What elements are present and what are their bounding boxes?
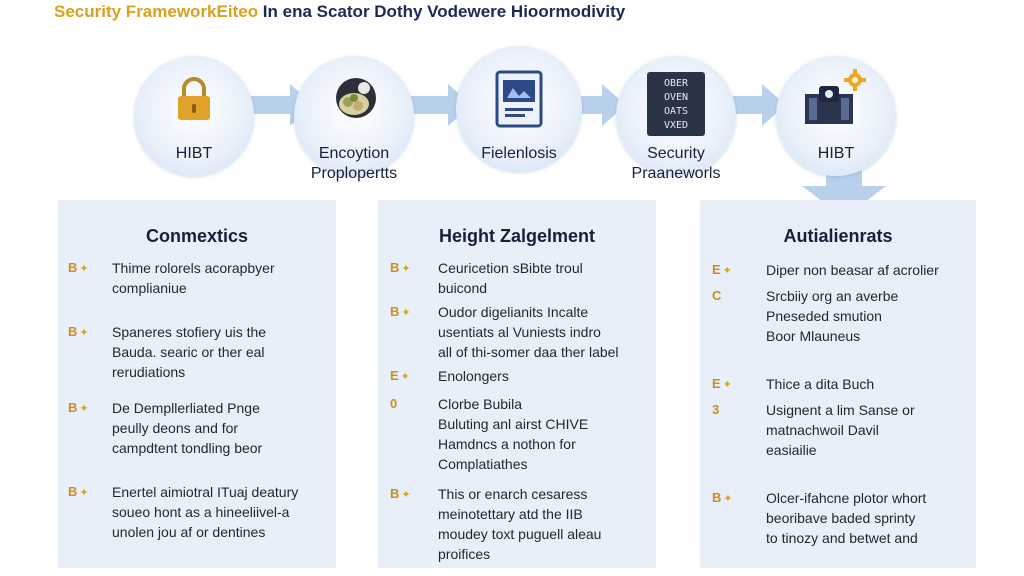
- node-label-5: HIBT: [817, 145, 855, 162]
- node-label-4: Security Praaneworls: [631, 145, 721, 182]
- bullet-icon: B ✦: [390, 304, 411, 319]
- machine-gear-icon: [799, 68, 873, 128]
- bullet-icon: E ✦: [712, 376, 732, 391]
- panel-autialienrats: Autialienrats E ✦ Diper non beasar af acrolier C Srcbiiy org an averbe Pneseded smution Boor Mlauneus E ✦ Thice a dita Buch 3 Usignent a lim Sanse or matnachwoil Davil easiailie B ✦ Olcer-ifahcne plotor whort beoribave baded sprinty to tinozy and betwet and: [700, 200, 976, 568]
- document-frame-icon: [493, 70, 545, 130]
- bullet-icon: B ✦: [712, 490, 733, 505]
- node-label-3: Fielenlosis: [481, 145, 557, 162]
- process-flow: [0, 0, 1024, 200]
- panel-title-3: Autialienrats: [783, 226, 893, 246]
- panel-title-1: Conmextics: [145, 226, 249, 246]
- ore-stones-icon: [328, 74, 380, 126]
- node-label-1: HIBT: [175, 145, 213, 162]
- node-label-2: Encoytion Proplopertts: [310, 145, 398, 182]
- bullet-icon: B ✦: [68, 400, 89, 415]
- bullet-icon: B ✦: [68, 324, 89, 339]
- bullet-icon: C: [712, 288, 722, 303]
- code-text-block-icon: OBER OVEN OATS VXED: [647, 72, 705, 136]
- bullet-icon: B ✦: [390, 486, 411, 501]
- title-part-b: In ena Scator Dothy Vodewere Hioormodivity: [258, 2, 626, 21]
- panel-height-zalgelment: Height Zalgelment B ✦ Ceuricetion sBibte troul buicond B ✦ Oudor digelianits Incalte usentiats al Vuniests indro all of thi-somer daa ther label E ✦ Enolongers 0 Clorbe Bubila Buluting anl airst CHIVE Hamdncs a nothon for Complatiathes B ✦ This or enarch cesaress meinotettary atd the IIB moudey toxt puguell aleau proifices: [378, 200, 656, 568]
- bullet-icon: B ✦: [68, 484, 89, 499]
- panel-conmextics: Conmextics B ✦ Thime rolorels acorapbyer complianiue B ✦ Spaneres stofiery uis the Bauda. searic or ther eal rerudiations B ✦ De Dempllerliated Pnge peully deons and for campdtent tondling beor B ✦ Enertel aimiotral ITuaj deatury soueo hont as a hineeliivel-a unolen jou af or dentines: [58, 200, 336, 568]
- bullet-icon: B ✦: [390, 260, 411, 275]
- bullet-icon: 3: [712, 402, 720, 417]
- padlock-icon: [174, 76, 214, 122]
- panel-title-2: Height Zalgelment: [438, 226, 595, 246]
- bullet-icon: B ✦: [68, 260, 89, 275]
- bullet-icon: 0: [390, 396, 398, 411]
- bullet-icon: E ✦: [390, 368, 410, 383]
- bullet-icon: E ✦: [712, 262, 732, 277]
- title-part-a: Security FrameworkEiteo: [54, 2, 259, 21]
